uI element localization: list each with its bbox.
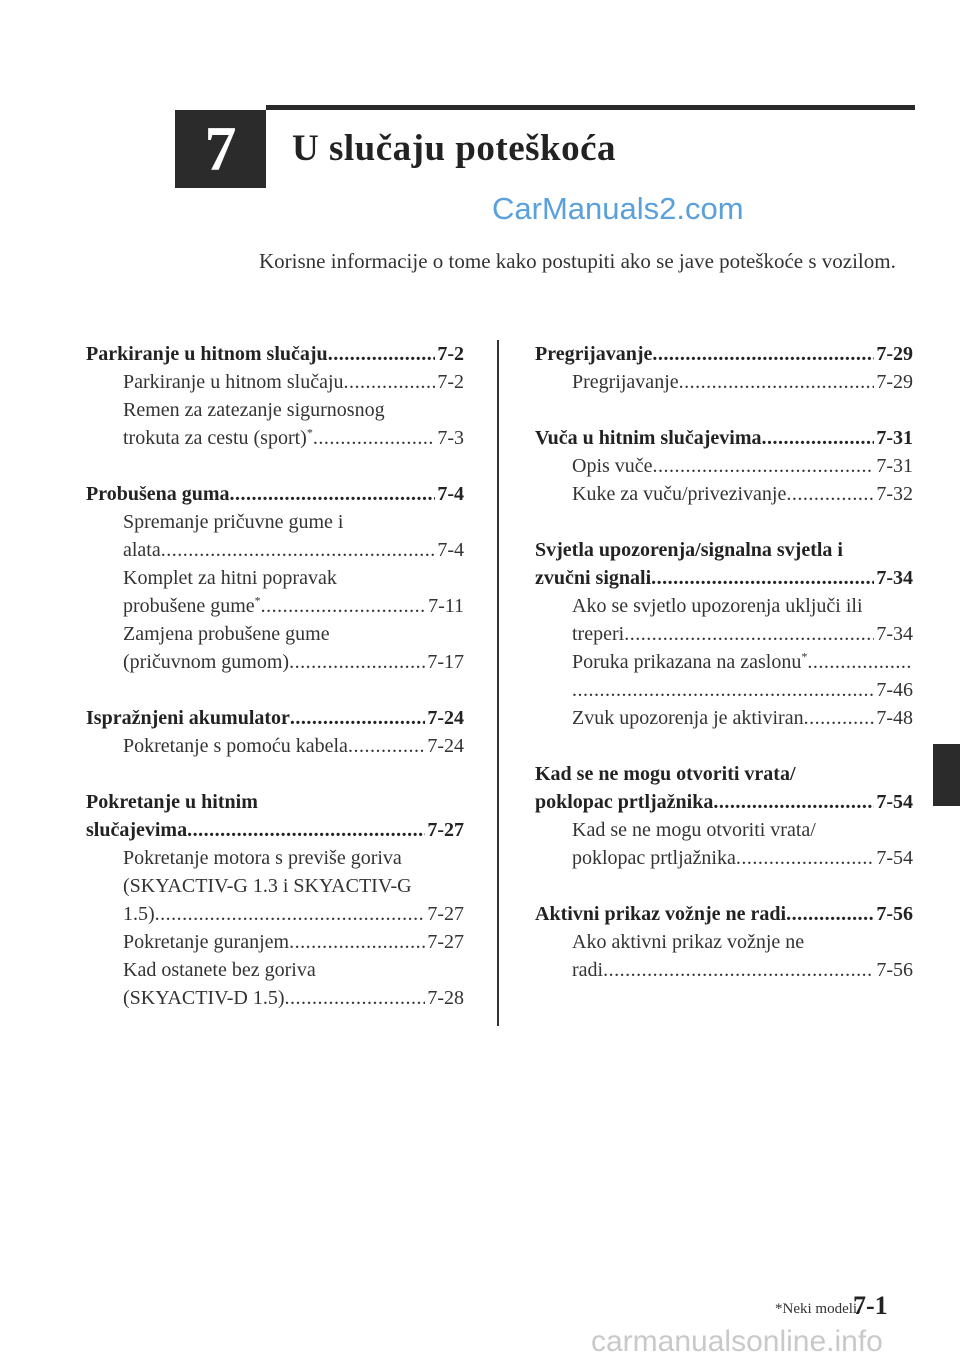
toc-section-heading[interactable]: Pregrijavanje ..... 7-29 bbox=[535, 340, 913, 368]
page-number: 7-1 bbox=[853, 1291, 888, 1320]
chapter-number: 7 bbox=[175, 110, 266, 188]
toc-right-column bbox=[535, 340, 913, 1012]
toc-entry[interactable]: Komplet za hitni popravak probušene gume* ..... 7-11 bbox=[86, 564, 464, 620]
chapter-header-rule bbox=[266, 105, 915, 110]
toc-section-heading[interactable]: Vuča u hitnim slučajevima ..... 7-31 bbox=[535, 424, 913, 452]
toc-left-column bbox=[86, 340, 464, 1040]
toc-section bbox=[86, 340, 464, 452]
chapter-intro: Korisne informacije o tome kako postupiti ako se jave poteškoće s vozilom. bbox=[259, 249, 896, 273]
toc-entry[interactable]: Pokretanje guranjem ..... 7-27 bbox=[86, 928, 464, 956]
column-divider bbox=[497, 340, 499, 1026]
watermark-logo: CarManuals2.com bbox=[492, 191, 744, 226]
toc-section bbox=[535, 424, 913, 508]
toc-section bbox=[535, 340, 913, 396]
toc-entry[interactable]: Ako se svjetlo upozorenja uključi ili treperi ..... 7-34 bbox=[535, 592, 913, 648]
toc-section-heading[interactable]: Probušena guma ..... 7-4 bbox=[86, 480, 464, 508]
toc-section bbox=[86, 788, 464, 1012]
toc-section-heading[interactable]: Kad se ne mogu otvoriti vrata/ poklopac prtljažnika ..... 7-54 bbox=[535, 760, 913, 816]
toc-section bbox=[86, 480, 464, 676]
toc-entry[interactable]: Poruka prikazana na zaslonu* ..... ..... 7-46 bbox=[535, 648, 913, 704]
footer-watermark: carmanualsonline.info bbox=[591, 1325, 883, 1358]
footnote: *Neki modeli. bbox=[775, 1301, 861, 1317]
toc-entry[interactable]: Zvuk upozorenja je aktiviran ..... 7-48 bbox=[535, 704, 913, 732]
toc-entry[interactable]: Opis vuče ..... 7-31 bbox=[535, 452, 913, 480]
toc-section-heading[interactable]: Ispražnjeni akumulator ..... 7-24 bbox=[86, 704, 464, 732]
toc-entry[interactable]: Remen za zatezanje sigurnosnog trokuta za cestu (sport)* ..... 7-3 bbox=[86, 396, 464, 452]
toc-entry[interactable]: Parkiranje u hitnom slučaju ..... 7-2 bbox=[86, 368, 464, 396]
toc-entry[interactable]: Pokretanje motora s previše goriva (SKYACTIV-G 1.3 i SKYACTIV-G 1.5) ..... 7-27 bbox=[86, 844, 464, 928]
toc-entry[interactable]: Kuke za vuču/privezivanje ..... 7-32 bbox=[535, 480, 913, 508]
toc-section-heading[interactable]: Pokretanje u hitnim slučajevima ..... 7-27 bbox=[86, 788, 464, 844]
toc-section bbox=[535, 900, 913, 984]
toc-section bbox=[86, 704, 464, 760]
toc-entry[interactable]: Kad ostanete bez goriva (SKYACTIV-D 1.5) ..... 7-28 bbox=[86, 956, 464, 1012]
toc-section-heading[interactable]: Svjetla upozorenja/signalna svjetla i zvučni signali ..... 7-34 bbox=[535, 536, 913, 592]
chapter-title: U slučaju poteškoća bbox=[292, 128, 617, 169]
toc-entry[interactable]: Ako aktivni prikaz vožnje ne radi ..... 7-56 bbox=[535, 928, 913, 984]
toc-section bbox=[535, 536, 913, 732]
chapter-thumb-tab bbox=[933, 744, 960, 806]
toc-entry[interactable]: Pregrijavanje ..... 7-29 bbox=[535, 368, 913, 396]
toc-entry[interactable]: Zamjena probušene gume (pričuvnom gumom) ..... 7-17 bbox=[86, 620, 464, 676]
toc-entry[interactable]: Pokretanje s pomoću kabela ..... 7-24 bbox=[86, 732, 464, 760]
toc-entry[interactable]: Spremanje pričuvne gume i alata ..... 7-4 bbox=[86, 508, 464, 564]
toc-entry[interactable]: Kad se ne mogu otvoriti vrata/ poklopac prtljažnika ..... 7-54 bbox=[535, 816, 913, 872]
toc-section-heading[interactable]: Parkiranje u hitnom slučaju ..... 7-2 bbox=[86, 340, 464, 368]
toc-section bbox=[535, 760, 913, 872]
toc-section-heading[interactable]: Aktivni prikaz vožnje ne radi ..... 7-56 bbox=[535, 900, 913, 928]
